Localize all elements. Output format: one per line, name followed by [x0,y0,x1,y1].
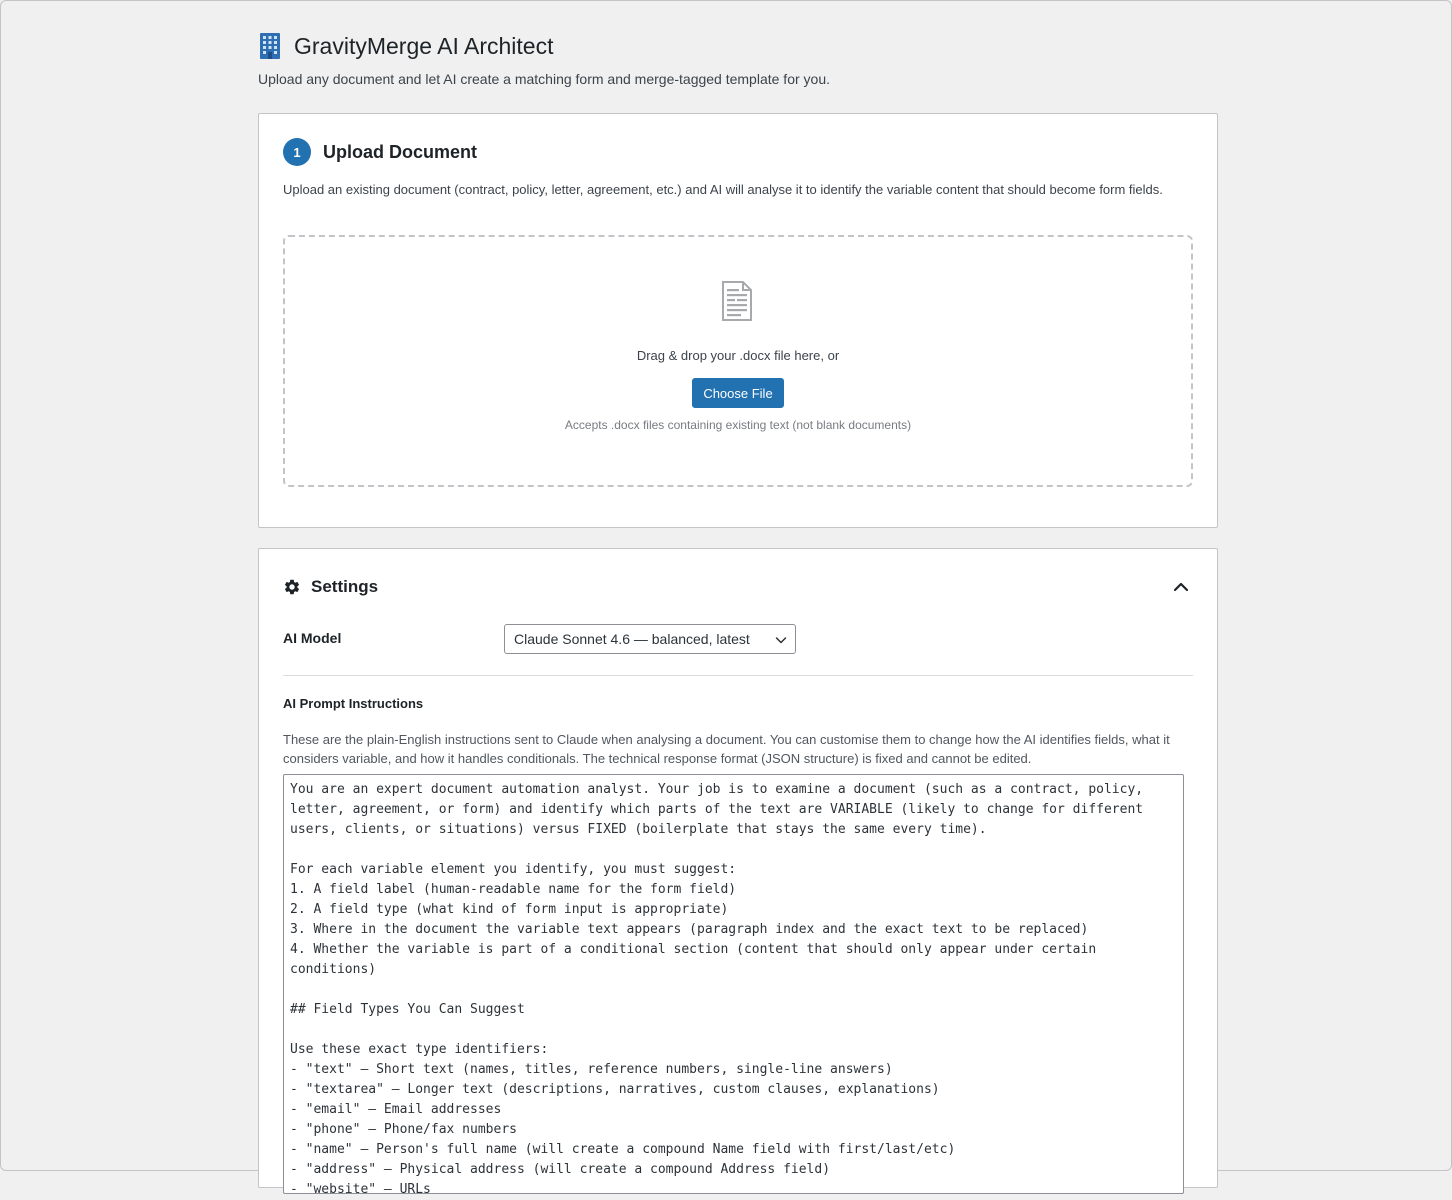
ai-model-selected-value: Claude Sonnet 4.6 — balanced, latest [514,631,750,647]
drop-instructions: Drag & drop your .docx file here, or [636,348,840,363]
chevron-up-icon[interactable] [1172,578,1190,596]
upload-description: Upload an existing document (contract, policy, letter, agreement, etc.) and AI will analyse it to identify the variable content that should become form fields. [283,182,1163,197]
ai-prompt-textarea[interactable]: You are an expert document automation analyst. Your job is to examine a document (such as a contract, policy, letter, agreement, or form) and identify which parts of the text are VARIABLE (likely to change for different users, clients, or situations) versus FIXED (boilerplate that stays the same every time). For each variable element you identify, you must suggest: 1. A field label (human-readable name for the form field) 2. A field type (what kind of form input is appropriate) 3. Where in the document the variable text appears (paragraph index and the exact text to be replaced) 4. Whether the variable is part of a conditional section (content that should only appear under certain conditions) ## Field Types You Can Suggest Use these exact type identifiers: - "text" – Short text (names, titles, reference numbers, single-line answers) - "textarea" – Longer text (descriptions, narratives, custom clauses, explanations) - "email" – Email addresses - "phone" – Phone/fax numbers - "name" – Person's full name (will create a compound Name field with first/last/etc) - "address" – Physical address (will create a compound Address field) - "website" – URLs [283,774,1184,1194]
gear-icon [283,578,301,596]
file-dropzone[interactable] [283,235,1193,487]
building-icon [258,32,282,60]
ai-prompt-description: These are the plain-English instructions sent to Claude when analysing a document. You can customise them to change how the AI identifies fields, what it considers variable, and how it handles conditionals. The technical response format (JSON structure) is fixed and cannot be edited. [283,732,1170,766]
choose-file-button[interactable]: Choose File [692,378,784,408]
settings-title: Settings [311,577,379,596]
page-header [258,31,553,61]
settings-heading[interactable] [283,577,378,597]
document-icon [721,281,753,321]
chevron-down-icon [775,634,787,646]
upload-heading [283,138,477,166]
page-title: GravityMerge AI Architect [294,32,554,59]
settings-card [258,548,1218,1197]
upload-title: Upload Document [323,141,478,162]
ai-model-select[interactable] [504,624,796,654]
step-number-badge: 1 [283,138,311,166]
page-subtitle: Upload any document and let AI create a matching form and merge-tagged template for you. [258,71,830,87]
accepted-files-note: Accepts .docx files containing existing text (not blank documents) [564,418,912,432]
divider [283,675,1193,676]
upload-card [258,113,1218,528]
ai-prompt-label: AI Prompt Instructions [283,696,424,711]
ai-model-label: AI Model [283,630,342,646]
